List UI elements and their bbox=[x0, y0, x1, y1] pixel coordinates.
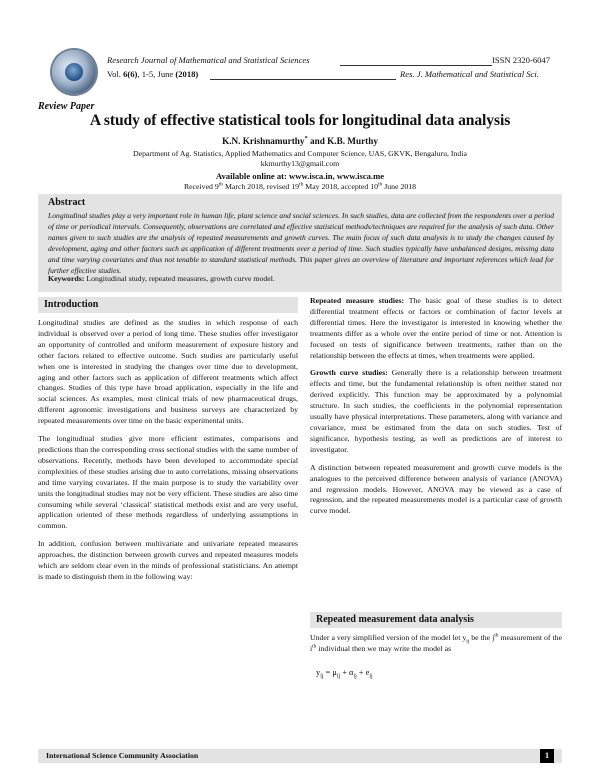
author-2: and K.B. Murthy bbox=[307, 136, 378, 146]
issn: ISSN 2320-6047 bbox=[492, 55, 551, 65]
email[interactable]: kkmurthy13@gmail.com bbox=[260, 159, 340, 168]
volume-info bbox=[107, 69, 198, 79]
model-paragraph bbox=[310, 633, 562, 655]
intro-paragraph-3: In addition, confusion between multivariate and univariate repeated measures approaches, the distinction between growth curves and repeated measures models which are seldom clear even in the minds of professional statisticians. An attempt is made to distinguish them in the following way: bbox=[38, 539, 298, 581]
model-text-b: be the j bbox=[469, 633, 495, 642]
author-1: K.N. Krishnamurthy bbox=[222, 136, 305, 146]
received-c: May 2018, accepted 10 bbox=[303, 182, 379, 191]
eq-e-sub: ij bbox=[369, 673, 373, 680]
footer-association: International Science Community Association bbox=[46, 751, 199, 760]
growth-curve-paragraph bbox=[310, 368, 562, 455]
vol-prefix: Vol. bbox=[107, 69, 124, 79]
journal-name: Research Journal of Mathematical and Statistical Sciences bbox=[107, 55, 310, 65]
header-rule-2 bbox=[210, 79, 396, 80]
article-type: Review Paper bbox=[38, 101, 95, 112]
model-sup-th-1: th bbox=[494, 632, 499, 639]
eq-alpha: + α bbox=[340, 668, 354, 677]
article-title: A study of effective statistical tools for longitudinal data analysis bbox=[89, 112, 511, 129]
journal-abbrev: Res. J. Mathematical and Statistical Sci. bbox=[400, 69, 539, 79]
received-a: Received 9 bbox=[183, 182, 219, 191]
received-b: March 2018, revised 19 bbox=[223, 182, 300, 191]
vol-year: (2018) bbox=[175, 69, 199, 79]
author-1-mark: * bbox=[304, 134, 308, 142]
received-b-sup: th bbox=[299, 181, 304, 188]
model-text bbox=[310, 633, 562, 655]
repeated-measure-text: The basic goal of these studies is to detect differential treatment effects or factors or combination of factor levels at differential times. Here the investigator is interested in knowing whether the treatments differ as a whole over the entire period of time or not. Attention is focused on tests of significance between treatments, rather than on the relationship between the effects at times, when treatments were applied. bbox=[310, 296, 562, 360]
intro-paragraph-2: The longitudinal studies give more efficient estimates, comparisons and predictions than the corresponding cross sectional studies with the same number of observations. Recently, methods have been developed to accommodate special complexities of these studies arising due to auto correlations, missing observations and time varying covariates. If the main purpose is to study the variability over units the longitudinal studies may not be very efficient. These studies are also time consuming while several ‘classical’ statistical methods exist and are very useful, application oriented of these methods regardless of underlying assumptions in common. bbox=[38, 434, 298, 531]
eq-y: y bbox=[316, 668, 321, 677]
affiliation: Department of Ag. Statistics, Applied Mathematics and Computer Science, UAS, GKVK, Bengaluru, India bbox=[133, 149, 467, 158]
keywords-text: Longitudinal study, repeated measures, growth curve model. bbox=[84, 274, 275, 283]
model-sup-th-2: th bbox=[312, 643, 317, 650]
model-text-d: individual then we may write the model as bbox=[316, 643, 452, 653]
abstract-heading: Abstract bbox=[48, 197, 86, 208]
model-text-a: Under a very simplified version of the model let y bbox=[310, 633, 467, 642]
left-column bbox=[38, 318, 298, 583]
model-sub-ij: ij bbox=[466, 638, 470, 645]
keywords-label: Keywords: bbox=[48, 274, 85, 283]
eq-y-sub: ij bbox=[320, 673, 324, 680]
received-c-sup: th bbox=[378, 181, 383, 188]
model-text-c: measurement of the i bbox=[310, 633, 562, 653]
globe-icon bbox=[65, 63, 83, 81]
repeated-measure-label: Repeated measure studies: bbox=[310, 296, 405, 305]
repeated-measure-paragraph bbox=[310, 296, 562, 361]
growth-curve-label: Growth curve studies: bbox=[310, 368, 388, 378]
page-number: 1 bbox=[540, 749, 554, 763]
eq-mu: = μ bbox=[323, 668, 337, 677]
model-equation bbox=[316, 668, 516, 679]
introduction-heading: Introduction bbox=[38, 297, 298, 313]
abstract-text: Longitudinal studies play a very important role in human life, plant science and social sciences. In such studies, data are collected from the respondents over a period of time or periodical intervals. Consequently, observations are correlated and effective statistical methods/techniques are required for the analysis of such data. Other names given to such studies are the analysis of repeated measurements and growth curves. The main focus of such data analysis is to study the changes caused by development, aging and other factors such as application of different treatments over a period of time. Such studies typically have unbalanced designs, missing data and time varying covariates and thus not tenable to standard statistical methods. This paper gives an overview of literature and important references which lead for further effective studies. bbox=[48, 211, 554, 275]
received-a-sup: th bbox=[218, 181, 224, 188]
header-rule bbox=[340, 65, 492, 66]
keywords bbox=[48, 274, 554, 283]
intro-paragraph-1: Longitudinal studies are defined as the studies in which response of each individual is observed over a period of long time. These studies offer investigator an opportunity of controlled and uniform measurement of exposure history and other factors related to effective outcome. Such studies are particularly useful when one is interested in studying the changes over time due to development, aging and other factors such as application of different treatments which affect changes. Studies of this type have broad application, especially in the life and social sciences. As examples, most clinical trials of new pharmaceutical drugs, different agronomic investigations and business surveys are characterized by repeated measurements over time on the basic experimental units. bbox=[38, 318, 298, 426]
journal-logo bbox=[52, 50, 96, 94]
received-dates bbox=[0, 182, 600, 191]
eq-e: + e bbox=[356, 668, 370, 677]
vol-pages: , 1-5, June bbox=[137, 69, 176, 79]
distinction-paragraph: A distinction between repeated measurement and growth curve models is the analogues to the perceived difference between analysis of variance (ANOVA) and regression models. However, ANOVA may be viewed as a case of regression, and the repeated measurements model is a particular case of growth curve model. bbox=[310, 462, 562, 516]
repeated-measurement-heading: Repeated measurement data analysis bbox=[310, 612, 562, 628]
eq-mu-sub: ij bbox=[336, 673, 341, 680]
growth-curve-text: Generally there is a relationship between treatment effects and time, but the fundamental relationship is often neither stated nor derived explicitly. This function may be approximated by a polynomial structure. In such studies, the coefficients in the polynomial representation usually have physical interpretations. These parameters, along with variance and covariance, must be estimated from the data on such studies. Test of significance, hypothesis testing, as well as predictions are of interest to investigator. bbox=[310, 368, 562, 454]
right-column bbox=[310, 296, 562, 517]
authors bbox=[0, 136, 600, 146]
available-online: Available online at: www.isca.in, www.isca.me bbox=[215, 171, 385, 181]
received-d: June 2018 bbox=[382, 182, 417, 191]
vol-number: 6(6) bbox=[123, 69, 138, 79]
eq-alpha-sub: ij bbox=[353, 673, 357, 680]
